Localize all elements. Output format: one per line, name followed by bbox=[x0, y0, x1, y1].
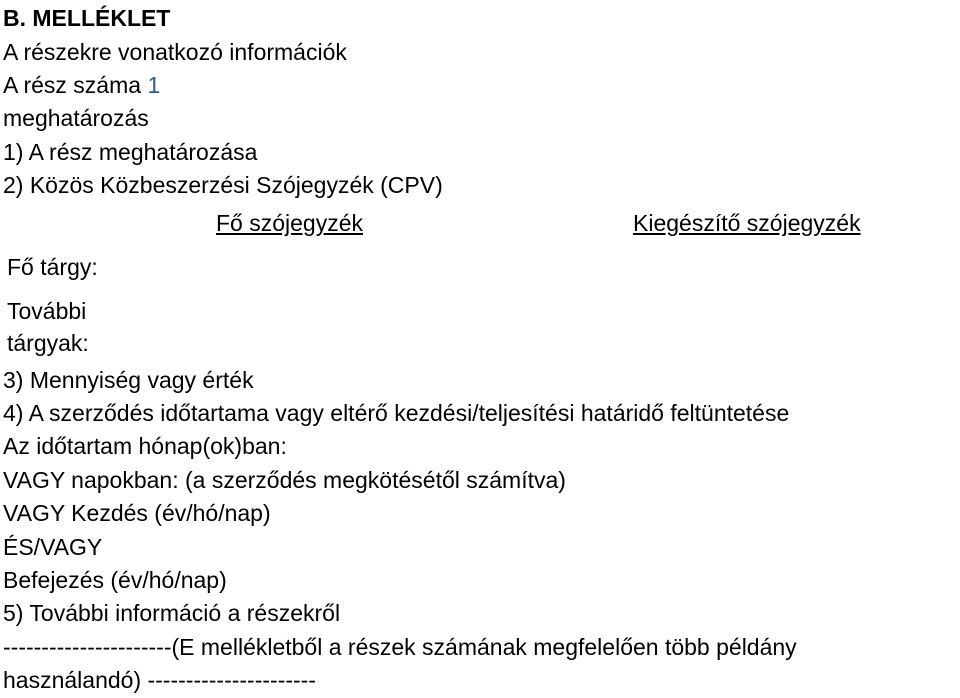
cpv-additional-objects-label bbox=[7, 295, 89, 359]
section-1: 1) A rész meghatározása bbox=[3, 139, 258, 165]
section-3: 3) Mennyiség vagy érték bbox=[3, 367, 254, 393]
annex-subtitle: A részekre vonatkozó információk bbox=[3, 39, 347, 65]
duration-days: VAGY napokban: (a szerződés megkötésétől számítva) bbox=[3, 467, 566, 493]
section-4: 4) A szerződés időtartama vagy eltérő kezdési/teljesítési határidő feltüntetése bbox=[3, 400, 790, 426]
cpv-main-object-label: Fő tárgy: bbox=[7, 254, 98, 280]
duration-and-or: ÉS/VAGY bbox=[3, 534, 103, 560]
cpv-additional-label-line1: További bbox=[7, 298, 87, 324]
part-number-value: 1 bbox=[147, 72, 161, 98]
footer-line-2: használandó) ---------------------- bbox=[3, 667, 316, 693]
duration-start: VAGY Kezdés (év/hó/nap) bbox=[3, 500, 271, 526]
duration-months: Az időtartam hónap(ok)ban: bbox=[3, 433, 287, 459]
duration-end: Befejezés (év/hó/nap) bbox=[3, 567, 227, 593]
definition-label: meghatározás bbox=[3, 105, 149, 131]
cpv-additional-label-line2: tárgyak: bbox=[7, 330, 89, 356]
footer-line-1: ----------------------(E mellékletből a részek számának megfelelően több példány bbox=[3, 634, 797, 660]
cpv-supplementary-vocabulary-header: Kiegészítő szójegyzék bbox=[633, 210, 861, 236]
part-number-line bbox=[3, 71, 160, 99]
part-number-label: A rész száma bbox=[3, 72, 142, 98]
section-5: 5) További információ a részekről bbox=[3, 600, 341, 626]
section-2: 2) Közös Közbeszerzési Szójegyzék (CPV) bbox=[3, 172, 443, 198]
annex-title: B. MELLÉKLET bbox=[3, 5, 171, 31]
cpv-main-vocabulary-header: Fő szójegyzék bbox=[216, 210, 364, 236]
